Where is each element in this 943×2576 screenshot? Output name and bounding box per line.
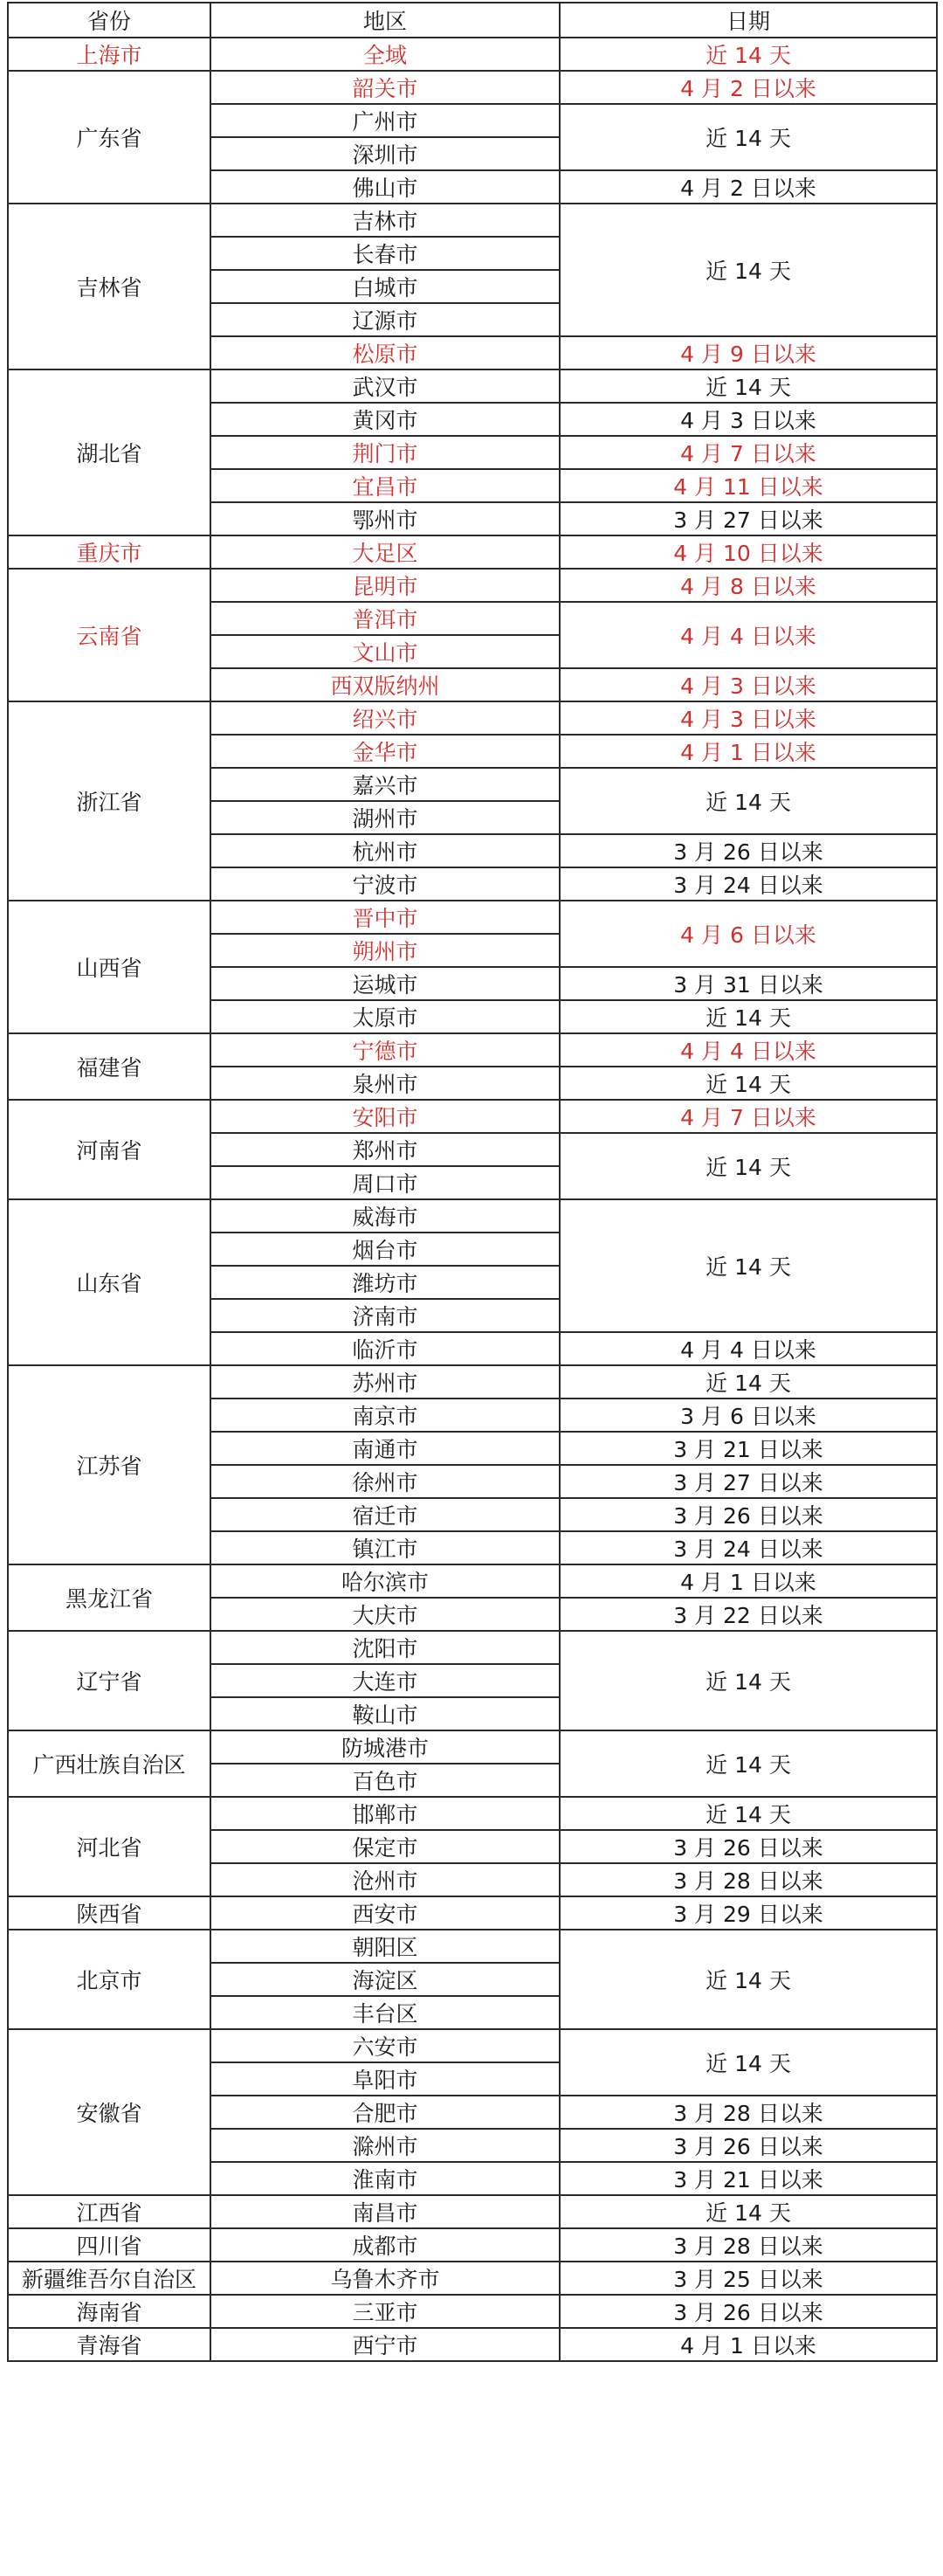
region-cell: 湖州市 <box>210 801 560 834</box>
date-cell: 4 月 4 日以来 <box>560 1033 937 1067</box>
province-cell: 山东省 <box>8 1199 210 1365</box>
date-cell: 3 月 28 日以来 <box>560 2096 937 2129</box>
region-cell: 徐州市 <box>210 1465 560 1498</box>
date-cell: 近 14 天 <box>560 1631 937 1730</box>
table-row <box>8 38 937 71</box>
region-cell: 韶关市 <box>210 71 560 104</box>
table-row <box>8 369 937 403</box>
date-cell: 近 14 天 <box>560 1730 937 1797</box>
province-cell: 湖北省 <box>8 369 210 535</box>
table-row <box>8 1631 937 1664</box>
table-row <box>8 701 937 735</box>
date-cell: 近 14 天 <box>560 38 937 71</box>
region-cell: 大庆市 <box>210 1598 560 1631</box>
province-cell: 青海省 <box>8 2328 210 2361</box>
table-row <box>8 1100 937 1133</box>
region-date-table <box>7 2 938 2362</box>
region-cell: 白城市 <box>210 270 560 303</box>
date-cell: 近 14 天 <box>560 1797 937 1830</box>
province-cell: 重庆市 <box>8 535 210 569</box>
date-cell: 近 14 天 <box>560 1000 937 1033</box>
region-cell: 乌鲁木齐市 <box>210 2262 560 2295</box>
table-row <box>8 1564 937 1598</box>
date-cell: 4 月 3 日以来 <box>560 701 937 735</box>
province-cell: 吉林省 <box>8 204 210 369</box>
table-row <box>8 204 937 237</box>
date-cell: 近 14 天 <box>560 2029 937 2096</box>
table-row <box>8 1930 937 1963</box>
region-cell: 成都市 <box>210 2228 560 2262</box>
province-cell: 广东省 <box>8 71 210 204</box>
date-cell: 3 月 26 日以来 <box>560 1498 937 1531</box>
table-row <box>8 1199 937 1233</box>
province-cell: 河北省 <box>8 1797 210 1896</box>
province-cell: 浙江省 <box>8 701 210 901</box>
region-cell: 宁波市 <box>210 867 560 901</box>
table-row <box>8 1797 937 1830</box>
province-column-header: 省份 <box>8 3 210 38</box>
region-cell: 金华市 <box>210 735 560 768</box>
region-cell: 朔州市 <box>210 934 560 967</box>
table-row <box>8 2195 937 2228</box>
date-cell: 3 月 28 日以来 <box>560 2228 937 2262</box>
date-cell: 3 月 29 日以来 <box>560 1896 937 1930</box>
region-cell: 大足区 <box>210 535 560 569</box>
table-row <box>8 2029 937 2062</box>
region-cell: 烟台市 <box>210 1233 560 1266</box>
province-cell: 黑龙江省 <box>8 1564 210 1631</box>
date-cell: 近 14 天 <box>560 2195 937 2228</box>
date-cell: 4 月 3 日以来 <box>560 403 937 436</box>
region-cell: 广州市 <box>210 104 560 137</box>
date-cell: 近 14 天 <box>560 1133 937 1199</box>
table-row <box>8 2295 937 2328</box>
date-cell: 3 月 6 日以来 <box>560 1398 937 1432</box>
date-cell: 3 月 28 日以来 <box>560 1863 937 1896</box>
region-cell: 西宁市 <box>210 2328 560 2361</box>
region-cell: 苏州市 <box>210 1365 560 1398</box>
region-cell: 黄冈市 <box>210 403 560 436</box>
header-row <box>8 3 937 38</box>
region-cell: 鞍山市 <box>210 1697 560 1730</box>
region-cell: 临沂市 <box>210 1332 560 1365</box>
region-cell: 滁州市 <box>210 2129 560 2162</box>
table-row <box>8 71 937 104</box>
date-cell: 4 月 3 日以来 <box>560 668 937 701</box>
region-cell: 松原市 <box>210 336 560 369</box>
region-cell: 周口市 <box>210 1166 560 1199</box>
region-cell: 保定市 <box>210 1830 560 1863</box>
region-cell: 安阳市 <box>210 1100 560 1133</box>
date-cell: 近 14 天 <box>560 1365 937 1398</box>
date-column-header: 日期 <box>560 3 937 38</box>
region-cell: 宜昌市 <box>210 469 560 502</box>
date-cell: 3 月 25 日以来 <box>560 2262 937 2295</box>
table-row <box>8 1033 937 1067</box>
date-cell: 4 月 1 日以来 <box>560 2328 937 2361</box>
region-cell: 晋中市 <box>210 901 560 934</box>
region-cell: 南通市 <box>210 1432 560 1465</box>
region-cell: 防城港市 <box>210 1730 560 1764</box>
date-cell: 3 月 31 日以来 <box>560 967 937 1000</box>
date-cell: 3 月 24 日以来 <box>560 867 937 901</box>
date-cell: 4 月 1 日以来 <box>560 1564 937 1598</box>
region-cell: 大连市 <box>210 1664 560 1697</box>
date-cell: 近 14 天 <box>560 204 937 336</box>
region-cell: 鄂州市 <box>210 502 560 535</box>
region-cell: 辽源市 <box>210 303 560 336</box>
date-cell: 近 14 天 <box>560 1067 937 1100</box>
province-cell: 上海市 <box>8 38 210 71</box>
region-cell: 潍坊市 <box>210 1266 560 1299</box>
date-cell: 3 月 22 日以来 <box>560 1598 937 1631</box>
date-cell: 4 月 1 日以来 <box>560 735 937 768</box>
region-cell: 吉林市 <box>210 204 560 237</box>
region-cell: 嘉兴市 <box>210 768 560 801</box>
date-cell: 3 月 26 日以来 <box>560 834 937 867</box>
date-cell: 4 月 11 日以来 <box>560 469 937 502</box>
province-cell: 云南省 <box>8 569 210 701</box>
region-cell: 郑州市 <box>210 1133 560 1166</box>
region-cell: 荆门市 <box>210 436 560 469</box>
region-cell: 六安市 <box>210 2029 560 2062</box>
region-cell: 长春市 <box>210 237 560 270</box>
region-cell: 南京市 <box>210 1398 560 1432</box>
date-cell: 近 14 天 <box>560 1930 937 2029</box>
province-cell: 广西壮族自治区 <box>8 1730 210 1797</box>
region-cell: 沧州市 <box>210 1863 560 1896</box>
region-cell: 运城市 <box>210 967 560 1000</box>
region-cell: 三亚市 <box>210 2295 560 2328</box>
table-row <box>8 569 937 602</box>
date-cell: 近 14 天 <box>560 768 937 834</box>
region-cell: 合肥市 <box>210 2096 560 2129</box>
province-cell: 北京市 <box>8 1930 210 2029</box>
region-cell: 绍兴市 <box>210 701 560 735</box>
region-cell: 海淀区 <box>210 1963 560 1996</box>
region-cell: 武汉市 <box>210 369 560 403</box>
date-cell: 4 月 6 日以来 <box>560 901 937 967</box>
date-cell: 3 月 27 日以来 <box>560 1465 937 1498</box>
region-cell: 深圳市 <box>210 137 560 170</box>
region-cell: 杭州市 <box>210 834 560 867</box>
province-cell: 山西省 <box>8 901 210 1033</box>
region-cell: 宿迁市 <box>210 1498 560 1531</box>
date-cell: 4 月 2 日以来 <box>560 71 937 104</box>
region-cell: 南昌市 <box>210 2195 560 2228</box>
region-cell: 宁德市 <box>210 1033 560 1067</box>
date-cell: 3 月 26 日以来 <box>560 2129 937 2162</box>
date-cell: 4 月 7 日以来 <box>560 1100 937 1133</box>
date-cell: 3 月 27 日以来 <box>560 502 937 535</box>
region-cell: 西双版纳州 <box>210 668 560 701</box>
region-cell: 淮南市 <box>210 2162 560 2195</box>
region-cell: 丰台区 <box>210 1996 560 2029</box>
date-cell: 3 月 26 日以来 <box>560 1830 937 1863</box>
region-cell: 朝阳区 <box>210 1930 560 1963</box>
date-cell: 3 月 24 日以来 <box>560 1531 937 1564</box>
date-cell: 4 月 7 日以来 <box>560 436 937 469</box>
region-cell: 邯郸市 <box>210 1797 560 1830</box>
region-cell: 沈阳市 <box>210 1631 560 1664</box>
province-cell: 海南省 <box>8 2295 210 2328</box>
province-cell: 四川省 <box>8 2228 210 2262</box>
table-row <box>8 1365 937 1398</box>
region-cell: 威海市 <box>210 1199 560 1233</box>
table-row <box>8 1896 937 1930</box>
date-cell: 近 14 天 <box>560 369 937 403</box>
region-cell: 太原市 <box>210 1000 560 1033</box>
region-cell: 佛山市 <box>210 170 560 204</box>
table-row <box>8 2328 937 2361</box>
province-cell: 安徽省 <box>8 2029 210 2195</box>
province-cell: 河南省 <box>8 1100 210 1199</box>
region-cell: 哈尔滨市 <box>210 1564 560 1598</box>
date-cell: 近 14 天 <box>560 1199 937 1332</box>
region-cell: 百色市 <box>210 1764 560 1797</box>
province-cell: 新疆维吾尔自治区 <box>8 2262 210 2295</box>
date-cell: 4 月 8 日以来 <box>560 569 937 602</box>
region-cell: 济南市 <box>210 1299 560 1332</box>
date-cell: 4 月 4 日以来 <box>560 1332 937 1365</box>
date-cell: 4 月 2 日以来 <box>560 170 937 204</box>
region-cell: 阜阳市 <box>210 2062 560 2096</box>
province-cell: 陕西省 <box>8 1896 210 1930</box>
table-row <box>8 1730 937 1764</box>
province-cell: 辽宁省 <box>8 1631 210 1730</box>
region-cell: 昆明市 <box>210 569 560 602</box>
date-cell: 3 月 26 日以来 <box>560 2295 937 2328</box>
region-cell: 普洱市 <box>210 602 560 635</box>
province-cell: 江苏省 <box>8 1365 210 1564</box>
region-cell: 全域 <box>210 38 560 71</box>
table-row <box>8 2228 937 2262</box>
date-cell: 4 月 9 日以来 <box>560 336 937 369</box>
region-column-header: 地区 <box>210 3 560 38</box>
date-cell: 3 月 21 日以来 <box>560 1432 937 1465</box>
table-row <box>8 2262 937 2295</box>
table-row <box>8 535 937 569</box>
region-cell: 文山市 <box>210 635 560 668</box>
province-cell: 福建省 <box>8 1033 210 1100</box>
date-cell: 4 月 4 日以来 <box>560 602 937 668</box>
region-cell: 镇江市 <box>210 1531 560 1564</box>
date-cell: 3 月 21 日以来 <box>560 2162 937 2195</box>
date-cell: 4 月 10 日以来 <box>560 535 937 569</box>
province-cell: 江西省 <box>8 2195 210 2228</box>
date-cell: 近 14 天 <box>560 104 937 170</box>
region-cell: 泉州市 <box>210 1067 560 1100</box>
region-cell: 西安市 <box>210 1896 560 1930</box>
table-body <box>8 38 937 2361</box>
table-row <box>8 901 937 934</box>
